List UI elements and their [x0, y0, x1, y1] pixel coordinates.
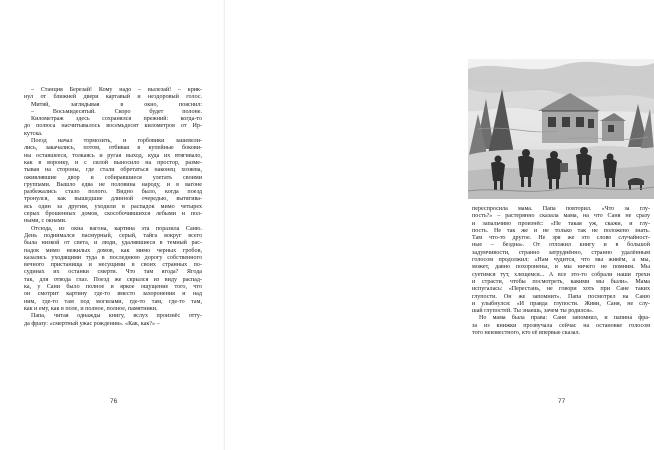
text-line: тывая на стороны, где стали обретаться наконец хозяева, [24, 167, 202, 174]
text-line: испугалась: «Перестань, не говори хоть при Сане таких [472, 286, 650, 293]
text-line: задумчивости, странно затруднённо, странно удалённым [472, 249, 650, 256]
text-line: за из книжки прозвучала сейчас на остановке голосом [472, 322, 650, 329]
text-line: нул от ближней двери картавый и нездоровый голос. [24, 94, 202, 101]
text-line: может, давно похоронены, и мы ничего не помним. Мы [472, 264, 650, 271]
text-line: суетимся тут, хлещемся... А все это-то собрали наши грехи [472, 271, 650, 278]
text-line: пость. Не так же и не только так не положено знать. [472, 227, 650, 234]
text-line: Митяй, заглядывая в окно, пояснил: [31, 101, 202, 108]
text-line: кутска. [24, 130, 43, 137]
text-line: группами. Вышло едва не половина народу, и в вагоне [24, 181, 202, 188]
text-line: ка, у Сани было полное и яркое ощущение того, что [24, 284, 202, 291]
text-line: да фразу: «смертный ужас рождения». «Как, как?» – [24, 320, 160, 327]
text-line: Папа, читая однажды книгу, вслух произнёс отту- [31, 313, 202, 320]
text-line: как в воронку, и с силой выносило на простор, разме- [24, 159, 202, 166]
text-line: голосом продолжил: «Нам чудится, что мы живём, а мы, [472, 257, 650, 264]
right-page-text [472, 206, 650, 337]
text-line: Поезд начал тормозить, и горбовики зашевели- [31, 138, 202, 145]
text-line: Отсюда, из окна вагона, картина эта поразила Саню. [31, 225, 202, 232]
left-page-text [24, 87, 202, 328]
right-page-number: 77 [558, 398, 566, 405]
text-line: падок мимо нежилых домов, как мимо черных гробов, [24, 247, 202, 254]
text-line: ны оставшееся, толкаясь и ругая выход, куда их втягивало, [24, 152, 202, 159]
right-page [225, 0, 650, 450]
left-page-number: 76 [110, 398, 118, 405]
text-line: переспросила мама. Папа повторил. «Что за глу- [472, 206, 650, 212]
text-line: и улыбнулся: «И правда глупости. Живи, Саня, не слу- [472, 300, 650, 307]
text-line: Километраж здесь сохранялся прежний: когда-то [31, 116, 202, 123]
text-line: того неизвестного, кто её впервые сказал. [472, 330, 581, 337]
text-line: шай глупостей. Ты знаешь, зачем ты родился». [472, 308, 594, 315]
text-line: была низкой от света, и люди, удалявшиеся в темный рас- [24, 240, 202, 247]
text-line: как и ему, как в поле, и полное, полное, памятники. [24, 305, 158, 312]
text-line: казались уходящими туда в последнюю дорогу собственного [24, 254, 202, 261]
text-line: оживлявшие двор и собиравшиеся улетать своими [24, 174, 202, 181]
illustration-village-scene [468, 59, 654, 199]
text-line: пость?» – растерянно сказала мама, на что Саня не сразу [472, 213, 650, 220]
text-line: так, для отвода глаз. Поезд же скрылся из виду распад- [24, 276, 202, 283]
text-line: День поднимался пасмурный, серый, тайга вокруг всего [24, 232, 202, 239]
text-line: ясь один за другим, уходили в распадок мимо четырех [24, 203, 202, 210]
text-line: Там что-то другое. Не зря же это слово случайност- [472, 235, 650, 242]
text-line: вечного пристанища и несущими в своих странных по- [24, 262, 202, 269]
text-line: ные – бездна». От отложил книгу и в большой [472, 242, 650, 249]
text-line: – Станция Березай! Кому надо – вылезай! – крик- [31, 87, 202, 93]
left-page [0, 0, 225, 450]
text-line: судинах их останки смерти. Что там ягода? Ягода [24, 269, 202, 276]
text-line: ним, где-то там под могилами, где-то там, где-то там, [24, 298, 202, 305]
text-line: – Восьмидесятый. Скоро будет полоне. [31, 108, 202, 115]
text-line: ными, с окнами. [24, 218, 67, 225]
text-line: он смотрит картину где-то вместо захоронения и над [24, 291, 202, 298]
text-line: серых брошенных домов, скособочившихся лебыми и пол- [24, 211, 202, 218]
text-line: и страсти, чтобы посмотреть, какими мы были». Мама [472, 278, 650, 285]
text-line: тронулся, как вышедшие длинной очередью, вытягива- [24, 196, 202, 203]
text-line: до полюса насчитывалось восемьдесят километров от Ир- [24, 123, 202, 130]
text-line: разбежались стало полого. Видно было, когда поезд [24, 189, 202, 196]
illustration-drawing [468, 59, 654, 199]
text-line: и запальчиво произнёс: «Не такая уж, скажи, и глу- [472, 220, 650, 227]
text-line: лись, закачались, потом, отбивая в купейные бокови- [24, 145, 202, 152]
text-line: Но мама была права: Саня запомнил, и папина фра- [479, 315, 650, 322]
text-line: глупости. Он же запомнит». Папа посмотрел на Саню [472, 293, 650, 300]
